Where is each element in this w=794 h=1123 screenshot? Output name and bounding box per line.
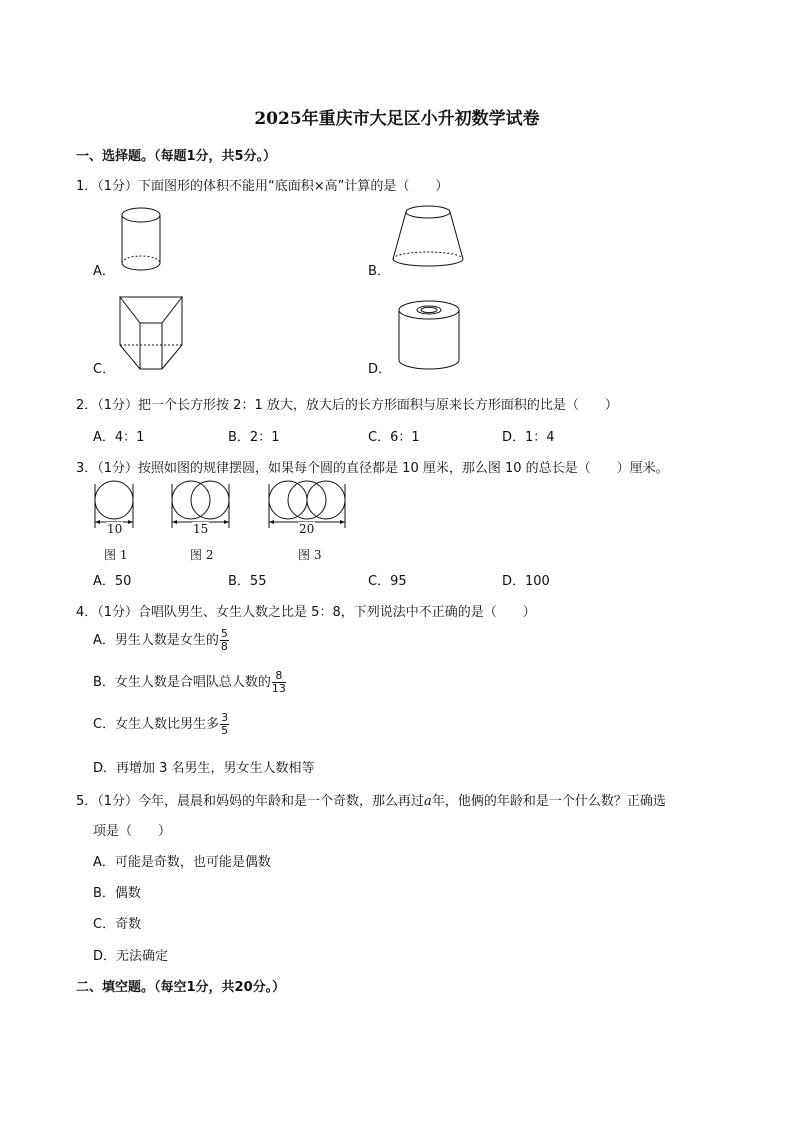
question-5-stem: [76, 790, 666, 809]
q5-option-b: B．偶数: [93, 886, 141, 901]
q1-option-b-label: B．: [368, 264, 390, 279]
q5-option-a: A．可能是奇数，也可能是偶数: [93, 855, 271, 870]
q4-option-b-fraction: [272, 670, 286, 695]
q4-option-b: [93, 670, 286, 695]
question-1-stem: 1．（1分）下面图形的体积不能用“底面积×高”计算的是（ ）: [76, 179, 449, 194]
frustum-icon: [390, 204, 466, 270]
q5-stem-variable: a: [424, 794, 432, 809]
question-3-stem: 3．（1分）按照如图的规律摆圆，如果每个圆的直径都是 10 厘米，那么图 10 的总长是（ ）厘米。: [76, 461, 669, 476]
fraction-denominator: 5: [221, 724, 229, 737]
q5-option-d: D．无法确定: [93, 949, 169, 964]
figure-1-caption: 图 1: [104, 548, 128, 562]
figure-3-caption: 图 3: [298, 548, 322, 562]
figure-1-length-label: 10: [107, 522, 123, 536]
q1-option-a-label: A．: [93, 264, 115, 279]
q2-option-c: C．6：1: [368, 430, 420, 445]
q3-option-b: B．55: [228, 574, 267, 589]
q4-option-c-fraction: [220, 712, 229, 737]
q2-option-b: B．2：1: [228, 430, 280, 445]
cylinder-icon: [118, 205, 164, 273]
hollow-cylinder-icon: [395, 298, 463, 374]
trapezoid-prism-icon: [118, 295, 184, 375]
q4-option-a-text: A．男生人数是女生的: [93, 633, 219, 648]
q2-option-d: D．1：4: [502, 430, 555, 445]
q5-option-c: C．奇数: [93, 917, 142, 932]
section-1-heading: 一、选择题。（每题1分，共5分。）: [76, 149, 277, 164]
question-2-stem: 2．（1分）把一个长方形按 2：1 放大，放大后的长方形面积与原来长方形面积的比是（ ）: [76, 398, 618, 413]
q4-option-c: [93, 712, 229, 737]
q5-stem-part2: 年，他俩的年龄和是一个什么数？正确选: [431, 794, 666, 809]
fraction-numerator: 3: [221, 711, 229, 724]
q2-option-a: A．4：1: [93, 430, 145, 445]
q4-option-a-fraction: [220, 628, 229, 653]
q4-option-b-text: B．女生人数是合唱队总人数的: [93, 675, 271, 690]
section-2-heading: 二、填空题。（每空1分，共20分。）: [76, 980, 286, 995]
figure-2-caption: 图 2: [190, 548, 214, 562]
fraction-denominator: 8: [220, 640, 228, 653]
q3-option-d: D．100: [502, 574, 550, 589]
q4-option-c-text: C．女生人数比男生多: [93, 717, 220, 732]
q1-option-d-label: D．: [368, 362, 392, 377]
figure-2-length-label: 15: [193, 522, 209, 536]
fraction-denominator: 13: [271, 682, 286, 695]
fraction-numerator: 8: [272, 670, 286, 683]
q4-option-a: [93, 628, 229, 653]
q5-stem-part1: 5．（1分）今年，晨晨和妈妈的年龄和是一个奇数，那么再过: [76, 794, 425, 809]
question-5-stem-line2: 项是（ ）: [93, 824, 172, 839]
page-title: 2025年重庆市大足区小升初数学试卷: [254, 109, 540, 129]
fraction-numerator: 5: [220, 627, 228, 640]
q4-option-d: D．再增加 3 名男生，男女生人数相等: [93, 761, 315, 776]
question-4-stem: 4．（1分）合唱队男生、女生人数之比是 5：8，下列说法中不正确的是（ ）: [76, 605, 536, 620]
q3-option-c: C．95: [368, 574, 407, 589]
figure-3-length-label: 20: [299, 522, 315, 536]
q1-option-c-label: C．: [93, 362, 116, 377]
q3-option-a: A．50: [93, 574, 132, 589]
